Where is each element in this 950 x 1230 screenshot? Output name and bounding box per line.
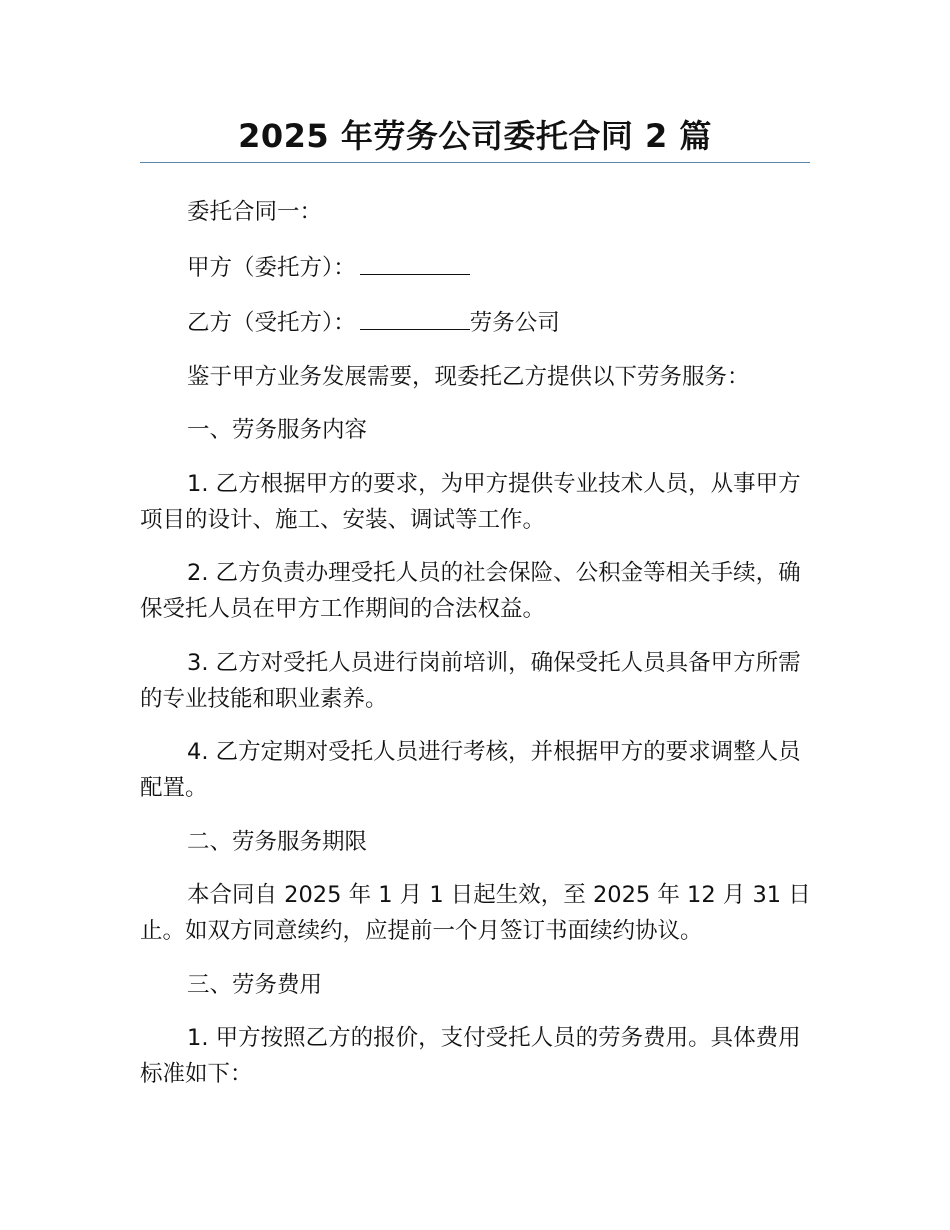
party-b-label: 乙方（受托方）：	[187, 310, 356, 336]
section-1-heading: 一、劳务服务内容	[187, 417, 368, 443]
party-b-blank	[360, 303, 470, 330]
section-1-item-4: 4. 乙方定期对受托人员进行考核，并根据甲方的要求调整人员配置。	[140, 739, 801, 801]
party-a-blank	[360, 248, 470, 275]
section-3-heading: 三、劳务费用	[187, 971, 323, 998]
section-1-item-1: 1. 乙方根据甲方的要求，为甲方提供专业技术人员，从事甲方项目的设计、施工、安装、调试等工作。	[140, 470, 801, 533]
section-1-item-2: 2. 乙方负责办理受托人员的社会保险、公积金等相关手续，确保受托人员在甲方工作期间的合法权益。	[140, 560, 801, 622]
section-2-heading: 二、劳务服务期限	[187, 828, 368, 855]
section-2-text: 本合同自 2025 年 1 月 1 日起生效，至 2025 年 12 月 31 日止。如双方同意续约，应提前一个月签订书面续约协议。	[140, 882, 811, 944]
party-b-suffix: 劳务公司	[469, 310, 560, 336]
section-3-item-1: 1. 甲方按照乙方的报价，支付受托人员的劳务费用。具体费用标准如下：	[140, 1025, 801, 1087]
document-body	[140, 194, 812, 1110]
section-1-item-3: 3. 乙方对受托人员进行岗前培训，确保受托人员具备甲方所需的专业技能和职业素养。	[140, 649, 801, 712]
contract-heading: 委托合同一：	[187, 199, 323, 225]
document-title: 2025 年劳务公司委托合同 2 篇	[238, 117, 712, 155]
party-a-line	[140, 248, 812, 286]
party-b-line	[140, 303, 812, 341]
intro-paragraph: 鉴于甲方业务发展需要，现委托乙方提供以下劳务服务：	[187, 363, 750, 390]
title-underline	[140, 162, 810, 163]
party-a-label: 甲方（委托方）：	[187, 254, 356, 281]
